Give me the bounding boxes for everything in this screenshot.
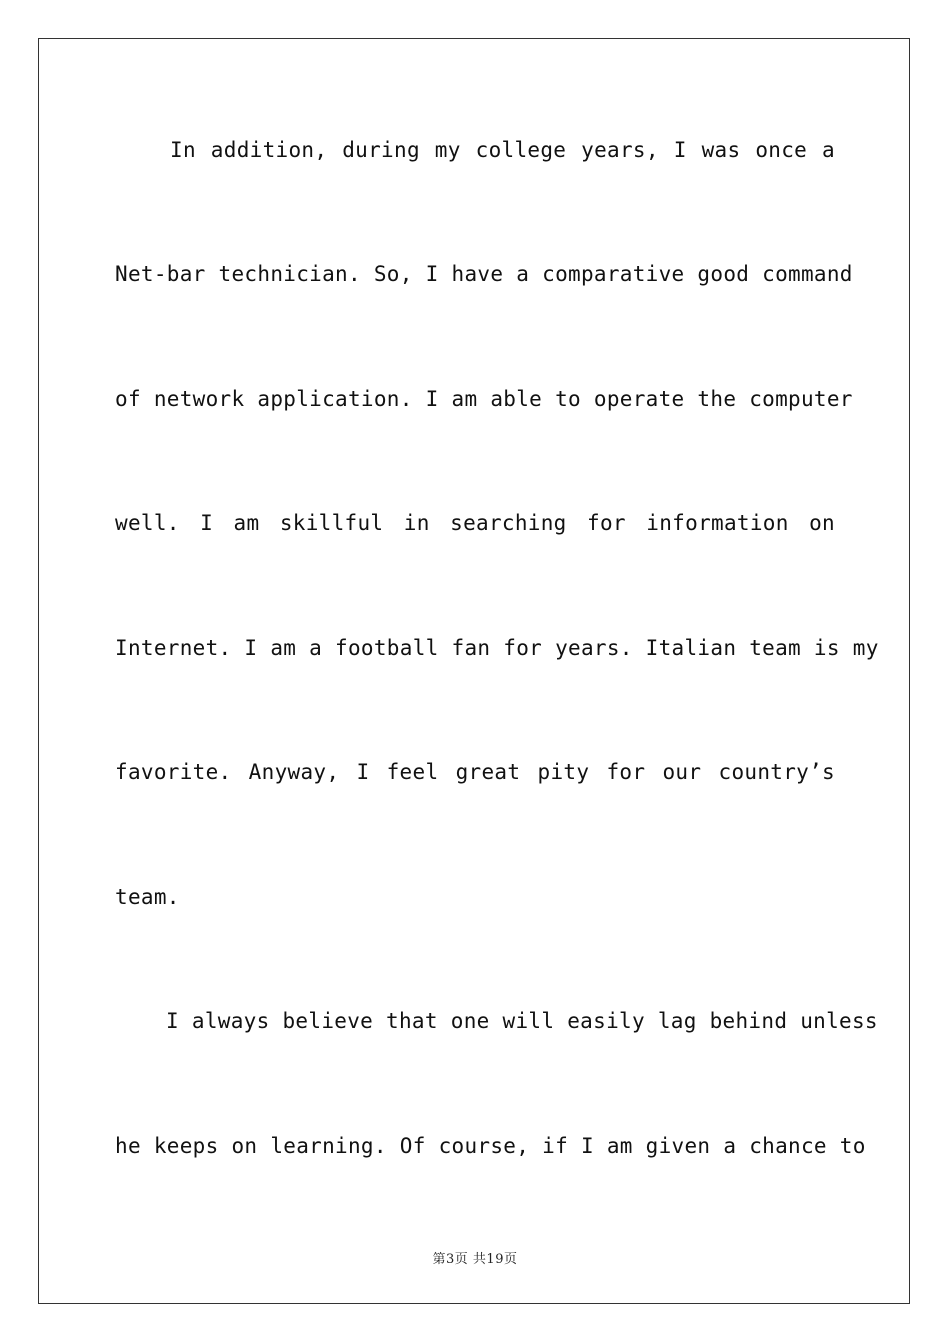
body-text-line: favorite. Anyway, I feel great pity for our country’s xyxy=(115,760,835,784)
body-text-line: Internet. I am a football fan for years. Italian team is my xyxy=(115,636,879,660)
body-text-line: team. xyxy=(115,885,180,909)
body-text-line: he keeps on learning. Of course, if I am given a chance to xyxy=(115,1134,866,1158)
page-border xyxy=(38,38,910,1304)
page-number-footer: 第3页 共19页 xyxy=(432,1252,518,1267)
body-text-line: well. I am skillful in searching for information on xyxy=(115,511,835,535)
body-text-line: Net-bar technician. So, I have a comparative good command xyxy=(115,262,853,286)
body-text-line: of network application. I am able to operate the computer xyxy=(115,387,853,411)
body-text-line: I always believe that one will easily lag behind unless xyxy=(166,1009,878,1033)
body-text-line: In addition, during my college years, I was once a xyxy=(170,138,835,162)
